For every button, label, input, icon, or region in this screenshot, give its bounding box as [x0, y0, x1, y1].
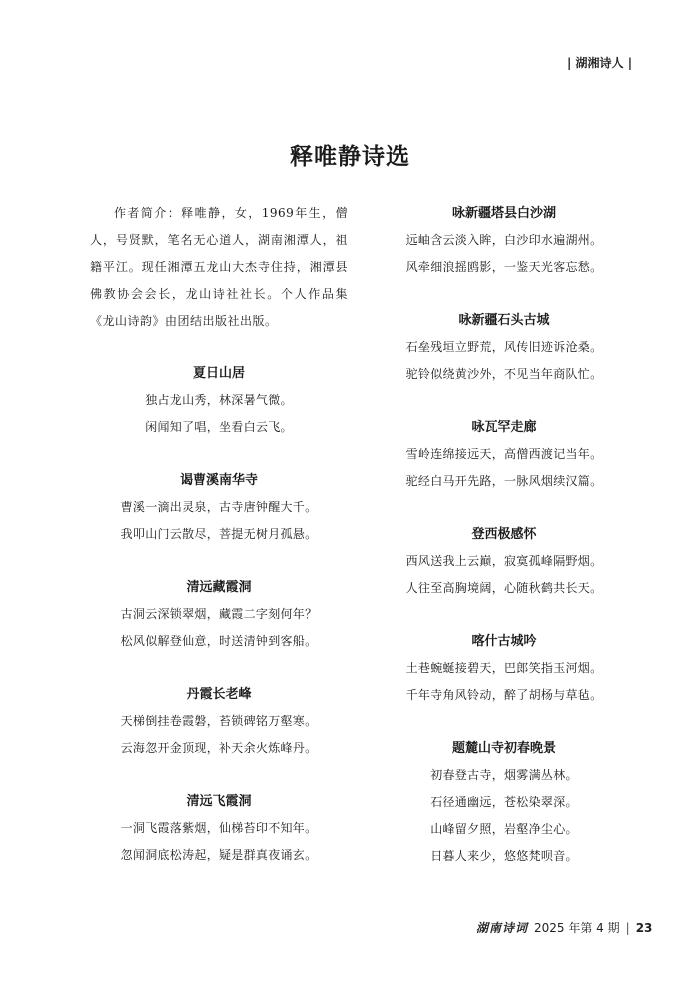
poem-line: 天梯倒挂卷霞磐，苔锁碑铭万壑寒。	[120, 714, 318, 728]
poem	[385, 628, 623, 709]
section-tag: | 湖湘诗人 |	[567, 56, 633, 70]
poem-title: 喀什古城吟	[471, 634, 537, 649]
poem-title: 谒曹溪南华寺	[179, 473, 258, 488]
poem-line: 石垒残垣立野荒，风传旧迹诉沧桑。	[405, 340, 603, 354]
journal-name: 湖南诗词	[476, 921, 529, 935]
author-intro: 作者简介：释唯静，女，1969年生，僧人，号贤默，笔名无心道人，湖南湘潭人，祖籍平江。现任湘潭五龙山大杰寺住持，湘潭县佛教协会会长，龙山诗社社长。个人作品集《龙山诗韵》由团结出版社出版。	[90, 206, 348, 328]
poem	[385, 735, 623, 870]
poem-line: 西风送我上云巅，寂寞孤峰隔野烟。	[405, 554, 603, 568]
poem-line: 石径通幽远，苍松染翠深。	[430, 795, 578, 809]
left-poem-list	[90, 335, 348, 869]
poem-line: 独占龙山秀，林深暑气微。	[145, 393, 293, 407]
poem-title: 咏瓦罕走廊	[471, 420, 537, 435]
poem-line: 一洞飞霞落紫烟，仙梯苔印不知年。	[120, 821, 318, 835]
poem-line: 驼经白马开先路，一脉风烟续汉篇。	[405, 474, 603, 488]
poem-title: 清远藏霞洞	[186, 580, 252, 595]
poem-title: 夏日山居	[192, 366, 245, 381]
poem-title: 清远飞霞洞	[186, 794, 252, 809]
poem-title: 咏新疆石头古城	[458, 313, 550, 328]
poem-line: 山峰留夕照，岩壑净尘心。	[430, 822, 578, 836]
poem-title: 登西极感怀	[471, 527, 537, 542]
poem-line: 日暮人来少，悠悠梵呗音。	[430, 849, 578, 863]
poem	[90, 574, 348, 655]
poem-line: 曹溪一滴出灵泉，古寺唐钟醒大千。	[120, 500, 318, 514]
poem-line: 我叩山门云散尽，菩提无树月孤悬。	[120, 527, 318, 541]
poem	[385, 307, 623, 388]
issue-label: 2025 年第 4 期	[534, 921, 620, 935]
poem-line: 忽闻洞底松涛起，疑是群真夜诵玄。	[120, 848, 318, 862]
poem	[385, 200, 623, 281]
poem-line: 云海忽开金顶现，补天余火炼峰丹。	[120, 741, 318, 755]
poem	[385, 521, 623, 602]
right-column	[385, 200, 623, 870]
page-footer	[476, 919, 652, 936]
poem-title: 丹霞长老峰	[186, 687, 252, 702]
poem-line: 闲闻知了唱，坐看白云飞。	[145, 420, 293, 434]
poem	[90, 788, 348, 869]
poem-line: 初春登古寺，烟雾满丛林。	[430, 768, 578, 782]
poem-line: 土巷蜿蜒接碧天，巴郎笑指玉河烟。	[405, 661, 603, 675]
poem-line: 风牵细浪摇鸥影，一鉴天光客忘愁。	[405, 260, 603, 274]
poem	[385, 414, 623, 495]
poem-line: 驼铃似绕黄沙外，不见当年商队忙。	[405, 367, 603, 381]
poem-line: 人往至高胸境阔，心随秋鹤共长天。	[405, 581, 603, 595]
right-poem-list	[385, 200, 623, 870]
footer-separator: |	[625, 920, 630, 935]
page-number: 23	[635, 920, 653, 935]
poem-line: 松风似解登仙意，时送清钟到客船。	[120, 634, 318, 648]
poem-title: 咏新疆塔县白沙湖	[451, 206, 556, 221]
poem-title: 题麓山寺初春晚景	[451, 741, 556, 756]
poem-line: 千年寺角风铃动，醉了胡杨与草毡。	[405, 688, 603, 702]
poem-line: 雪岭连绵接远天，高僧西渡记当年。	[405, 447, 603, 461]
poem-line: 远岫含云淡入眸，白沙印水遍湖州。	[405, 233, 603, 247]
poem-line: 古洞云深锁翠烟，藏霞二字刻何年？	[120, 607, 318, 621]
left-column	[90, 200, 348, 869]
page-title: 释唯静诗选	[290, 143, 410, 170]
poem	[90, 681, 348, 762]
poem	[90, 360, 348, 441]
poem	[90, 467, 348, 548]
